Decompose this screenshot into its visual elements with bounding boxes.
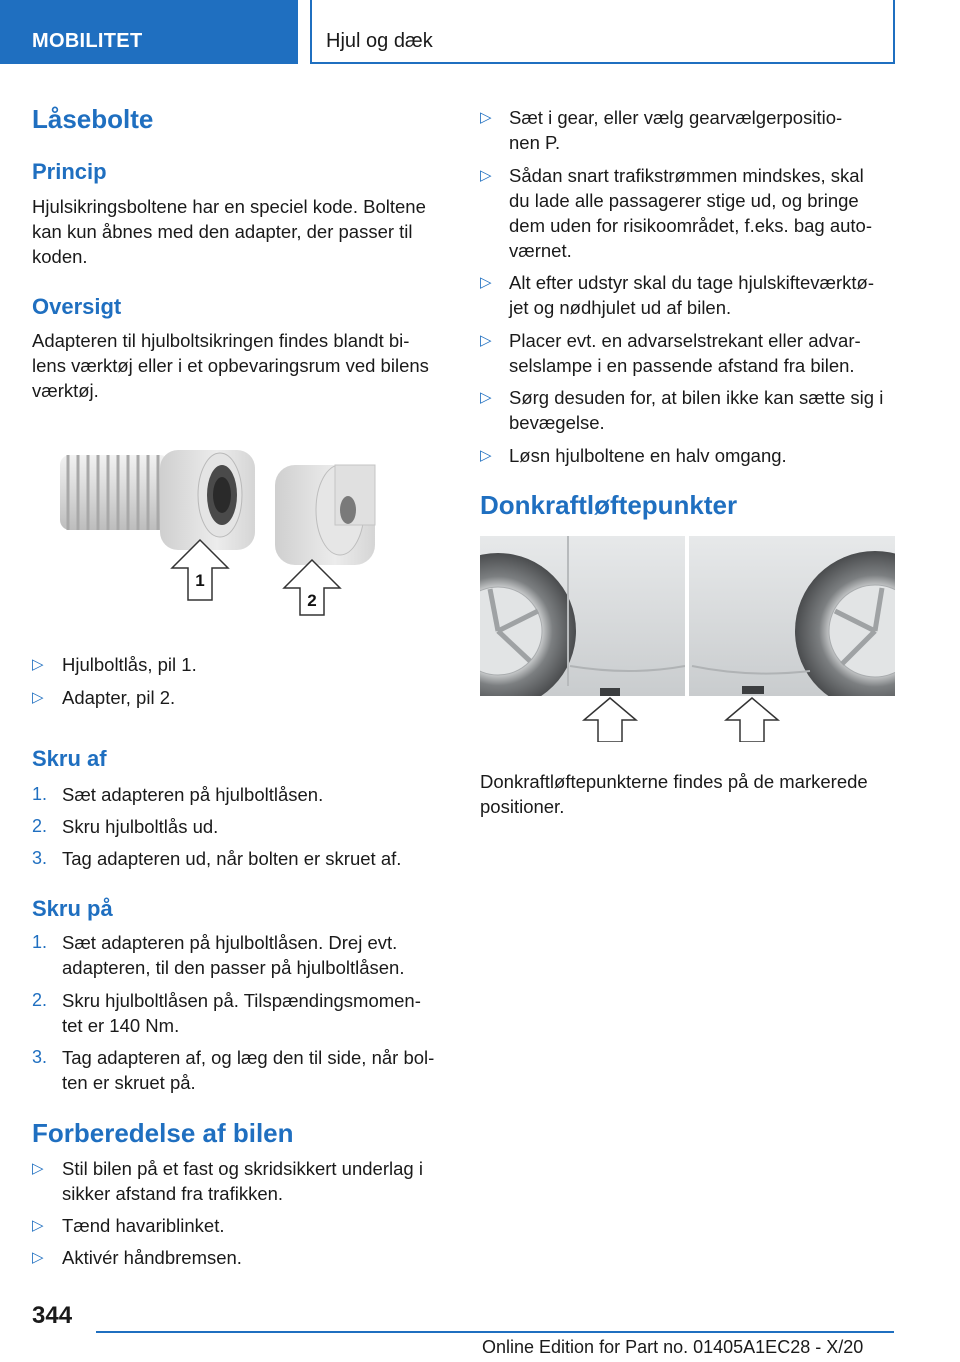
triangle-right-icon: ▷: [32, 689, 44, 706]
triangle-right-icon: ▷: [32, 1249, 44, 1266]
arrow-2-label: 2: [307, 591, 317, 610]
list-item-text: sikker afstand fra trafikken.: [62, 1183, 284, 1204]
list-item-text: Aktivér håndbremsen.: [62, 1247, 242, 1268]
section-title-forberedelse: Forberedelse af bilen: [32, 1118, 294, 1148]
list-item-right-5: [480, 385, 900, 435]
heading-oversigt: Oversigt: [32, 294, 122, 319]
triangle-right-icon: ▷: [480, 447, 492, 464]
heading-skru-af: Skru af: [32, 746, 107, 771]
list-item-legend-2: [32, 685, 446, 710]
list-item-text: ten er skruet på.: [62, 1072, 196, 1093]
text-line: positioner.: [480, 796, 565, 817]
triangle-right-icon: ▷: [480, 389, 492, 406]
list-item-forberedelse-1: [32, 1156, 446, 1206]
edition-footer: Online Edition for Part no. 01405A1EC28 - X/20: [482, 1337, 864, 1357]
list-item-text: Skru hjulboltlås ud.: [62, 816, 219, 837]
list-item-text: dem uden for risikoområdet, f.eks. bag auto-: [509, 215, 872, 236]
text-line: kan kun åbnes med den adapter, der passer til: [32, 221, 413, 242]
page-number: 344: [32, 1302, 73, 1329]
princip-text: [32, 194, 446, 269]
list-item-text: bevægelse.: [509, 412, 605, 433]
header-chapter-label: Hjul og dæk: [326, 30, 433, 52]
list-item-text: tet er 140 Nm.: [62, 1015, 180, 1036]
text-line: lens værktøj eller i et opbevaringsrum ved bilens: [32, 355, 429, 376]
heading-princip: Princip: [32, 159, 107, 184]
list-item-skru-paa-1: [32, 930, 446, 980]
step-number: 2.: [32, 816, 48, 836]
list-item-text: Sæt i gear, eller vælg gearvælgerpositio-: [509, 107, 843, 128]
list-item-skru-af-1: [32, 782, 446, 807]
list-item-right-1: [480, 105, 900, 155]
header-section-tab: [0, 0, 298, 64]
list-item-text: Hjulboltlås, pil 1.: [62, 654, 197, 675]
section-title-donkraft: Donkraftløftepunkter: [480, 490, 738, 520]
figure-wheel-lock-bolt: [50, 430, 400, 620]
list-item-skru-paa-2: [32, 988, 446, 1038]
triangle-right-icon: ▷: [32, 1160, 44, 1177]
list-item-right-6: [480, 443, 900, 468]
donkraft-text: [480, 769, 900, 819]
list-item-text: Tag adapteren ud, når bolten er skruet af.: [62, 848, 402, 869]
list-item-right-2: [480, 163, 900, 263]
header-section-label: MOBILITET: [32, 30, 143, 52]
text-line: Hjulsikringsboltene har en speciel kode. Boltene: [32, 196, 426, 217]
figure-jacking-points: [480, 536, 895, 742]
list-item-text: Placer evt. en advarselstrekant eller advar-: [509, 330, 861, 351]
list-item-skru-af-2: [32, 814, 446, 839]
step-number: 3.: [32, 1047, 48, 1067]
list-item-text: Sæt adapteren på hjulboltlåsen. Drej evt.: [62, 932, 398, 953]
step-number: 1.: [32, 784, 48, 804]
triangle-right-icon: ▷: [480, 109, 492, 126]
list-item-forberedelse-2: [32, 1213, 446, 1238]
list-item-text: Skru hjulboltlåsen på. Tilspændingsmomen-: [62, 990, 421, 1011]
list-item-skru-af-3: [32, 846, 446, 871]
list-item-text: du lade alle passagerer stige ud, og bringe: [509, 190, 859, 211]
jacking-points-illustration: [480, 536, 895, 742]
header-chapter-box: [310, 0, 895, 64]
oversigt-text: [32, 328, 446, 403]
triangle-right-icon: ▷: [480, 332, 492, 349]
list-item-text: Sådan snart trafikstrømmen mindskes, skal: [509, 165, 864, 186]
list-item-text: nen P.: [509, 132, 561, 153]
list-item-text: værnet.: [509, 240, 572, 261]
list-item-text: Tænd havariblinket.: [62, 1215, 225, 1236]
step-number: 1.: [32, 932, 48, 952]
text-line: Adapteren til hjulboltsikringen findes blandt bi-: [32, 330, 410, 351]
section-title-laasebolte: Låsebolte: [32, 104, 154, 134]
list-item-right-4: [480, 328, 900, 378]
triangle-right-icon: ▷: [480, 274, 492, 291]
arrow-1-label: 1: [195, 571, 205, 590]
list-item-text: Stil bilen på et fast og skridsikkert underlag i: [62, 1158, 423, 1179]
list-item-text: adapteren, til den passer på hjulboltlåsen.: [62, 957, 405, 978]
list-item-right-3: [480, 270, 900, 320]
list-item-forberedelse-3: [32, 1245, 446, 1270]
footer-divider: [96, 1331, 894, 1333]
list-item-legend-1: [32, 652, 446, 677]
triangle-right-icon: ▷: [480, 167, 492, 184]
list-item-text: Sørg desuden for, at bilen ikke kan sætte sig i: [509, 387, 884, 408]
heading-skru-paa: Skru på: [32, 896, 113, 921]
triangle-right-icon: ▷: [32, 1217, 44, 1234]
list-item-text: Adapter, pil 2.: [62, 687, 176, 708]
list-item-text: Alt efter udstyr skal du tage hjulskifteværktø-: [509, 272, 874, 293]
text-line: Donkraftløftepunkterne findes på de markerede: [480, 771, 868, 792]
list-item-text: jet og nødhjulet ud af bilen.: [509, 297, 732, 318]
step-number: 2.: [32, 990, 48, 1010]
list-item-text: selslampe i en passende afstand fra bilen.: [509, 355, 855, 376]
text-line: værktøj.: [32, 380, 99, 401]
step-number: 3.: [32, 848, 48, 868]
list-item-text: Sæt adapteren på hjulboltlåsen.: [62, 784, 324, 805]
list-item-text: Tag adapteren af, og læg den til side, når bol-: [62, 1047, 435, 1068]
list-item-skru-paa-3: [32, 1045, 446, 1095]
text-line: koden.: [32, 246, 88, 267]
list-item-text: Løsn hjulboltene en halv omgang.: [509, 445, 787, 466]
wheel-lock-illustration: [50, 430, 400, 620]
triangle-right-icon: ▷: [32, 656, 44, 673]
